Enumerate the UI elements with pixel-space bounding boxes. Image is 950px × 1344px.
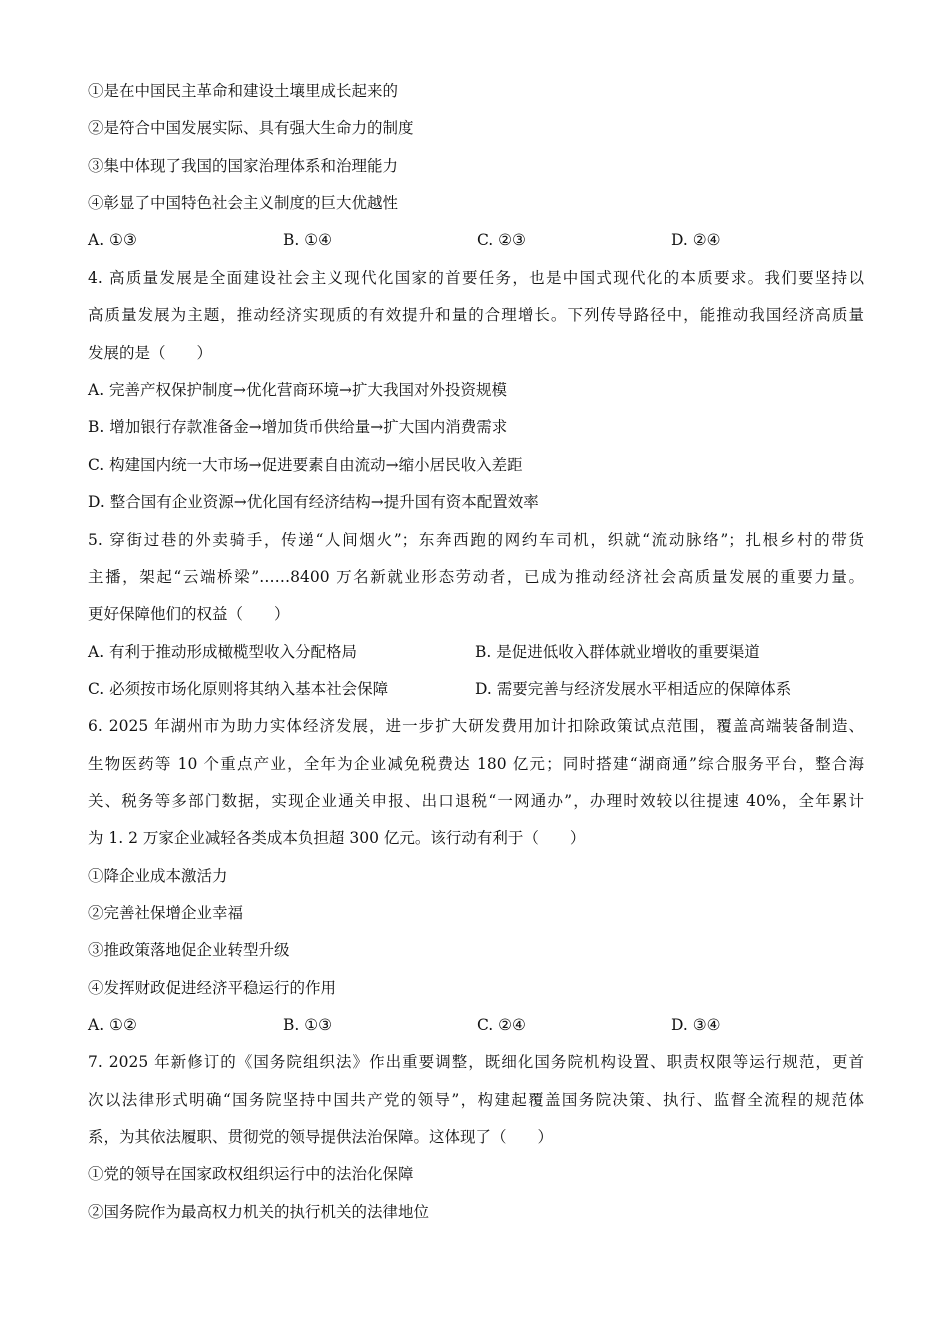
option-b: B. ①④ (283, 231, 333, 249)
question-7-stem: 次以法律形式明确“国务院坚持中国共产党的领导”，构建起覆盖国务院决策、执行、监督全流程的规范体 (88, 1091, 864, 1109)
option-d: D. ③④ (671, 1016, 721, 1034)
question-6-stem: 为 1. 2 万家企业减轻各类成本负担超 300 亿元。该行动有利于（ ） (88, 829, 586, 847)
question-4-stem: 高质量发展为主题，推动经济实现质的有效提升和量的合理增长。下列传导路径中，能推动我国经济高质量 (88, 306, 864, 324)
question-6-stem: 生物医药等 10 个重点产业，全年为企业减免税费达 180 亿元；同时搭建“湖商通”综合服务平台，整合海 (88, 755, 864, 773)
option-d: D. 整合国有企业资源→优化国有经济结构→提升国有资本配置效率 (88, 493, 539, 511)
option-a: A. 有利于推动形成橄榄型收入分配格局 (88, 643, 358, 661)
question-4-stem: 4. 高质量发展是全面建设社会主义现代化国家的首要任务，也是中国式现代化的本质要求。我们要坚持以 (88, 269, 864, 287)
option-d: D. 需要完善与经济发展水平相适应的保障体系 (475, 680, 792, 698)
answer-options (88, 679, 868, 699)
option-a: A. 完善产权保护制度→优化营商环境→扩大我国对外投资规模 (88, 381, 508, 399)
option-c: C. ②③ (477, 231, 526, 249)
option-c: C. ②④ (477, 1016, 526, 1034)
option-c: C. 构建国内统一大市场→促进要素自由流动→缩小居民收入差距 (88, 456, 523, 474)
option-b: B. 是促进低收入群体就业增收的重要渠道 (475, 643, 760, 661)
answer-options (88, 642, 868, 662)
question-6-stem: 关、税务等多部门数据，实现企业通关申报、出口退税“一网通办”，办理时效较以往提速 40%，全年累计 (88, 792, 864, 810)
question-5-stem: 更好保障他们的权益（ ） (88, 605, 290, 623)
statement-3: ③推政策落地促企业转型升级 (88, 941, 290, 959)
answer-options (88, 1015, 868, 1035)
option-a: A. ①③ (88, 231, 137, 249)
statement-1: ①党的领导在国家政权组织运行中的法治化保障 (88, 1165, 414, 1183)
option-b: B. ①③ (283, 1016, 333, 1034)
question-7-stem: 系，为其依法履职、贯彻党的领导提供法治保障。这体现了（ ） (88, 1128, 554, 1146)
statement-4: ④发挥财政促进经济平稳运行的作用 (88, 979, 337, 997)
option-d: D. ②④ (671, 231, 721, 249)
statement-2: ②国务院作为最高权力机关的执行机关的法律地位 (88, 1203, 430, 1221)
statement-4: ④彰显了中国特色社会主义制度的巨大优越性 (88, 194, 399, 212)
statement-1: ①降企业成本激活力 (88, 867, 228, 885)
question-7-stem: 7. 2025 年新修订的《国务院组织法》作出重要调整，既细化国务院机构设置、职责权限等运行规范，更首 (88, 1053, 864, 1071)
option-c: C. 必须按市场化原则将其纳入基本社会保障 (88, 680, 389, 698)
statement-2: ②是符合中国发展实际、具有强大生命力的制度 (88, 119, 414, 137)
question-5-stem: 主播，架起“云端桥梁”……8400 万名新就业形态劳动者，已成为推动经济社会高质量发展的重要力量。 (88, 568, 864, 586)
question-5-stem: 5. 穿街过巷的外卖骑手，传递“人间烟火”；东奔西跑的网约车司机，织就“流动脉络”；扎根乡村的带货 (88, 531, 864, 549)
option-a: A. ①② (88, 1016, 137, 1034)
question-6-stem: 6. 2025 年湖州市为助力实体经济发展，进一步扩大研发费用加计扣除政策试点范围，覆盖高端装备制造、 (88, 717, 864, 735)
option-b: B. 增加银行存款准备金→增加货币供给量→扩大国内消费需求 (88, 418, 508, 436)
question-4-stem: 发展的是（ ） (88, 344, 213, 362)
statement-2: ②完善社保增企业幸福 (88, 904, 244, 922)
statement-1: ①是在中国民主革命和建设土壤里成长起来的 (88, 82, 399, 100)
answer-options (88, 230, 868, 250)
statement-3: ③集中体现了我国的国家治理体系和治理能力 (88, 157, 399, 175)
